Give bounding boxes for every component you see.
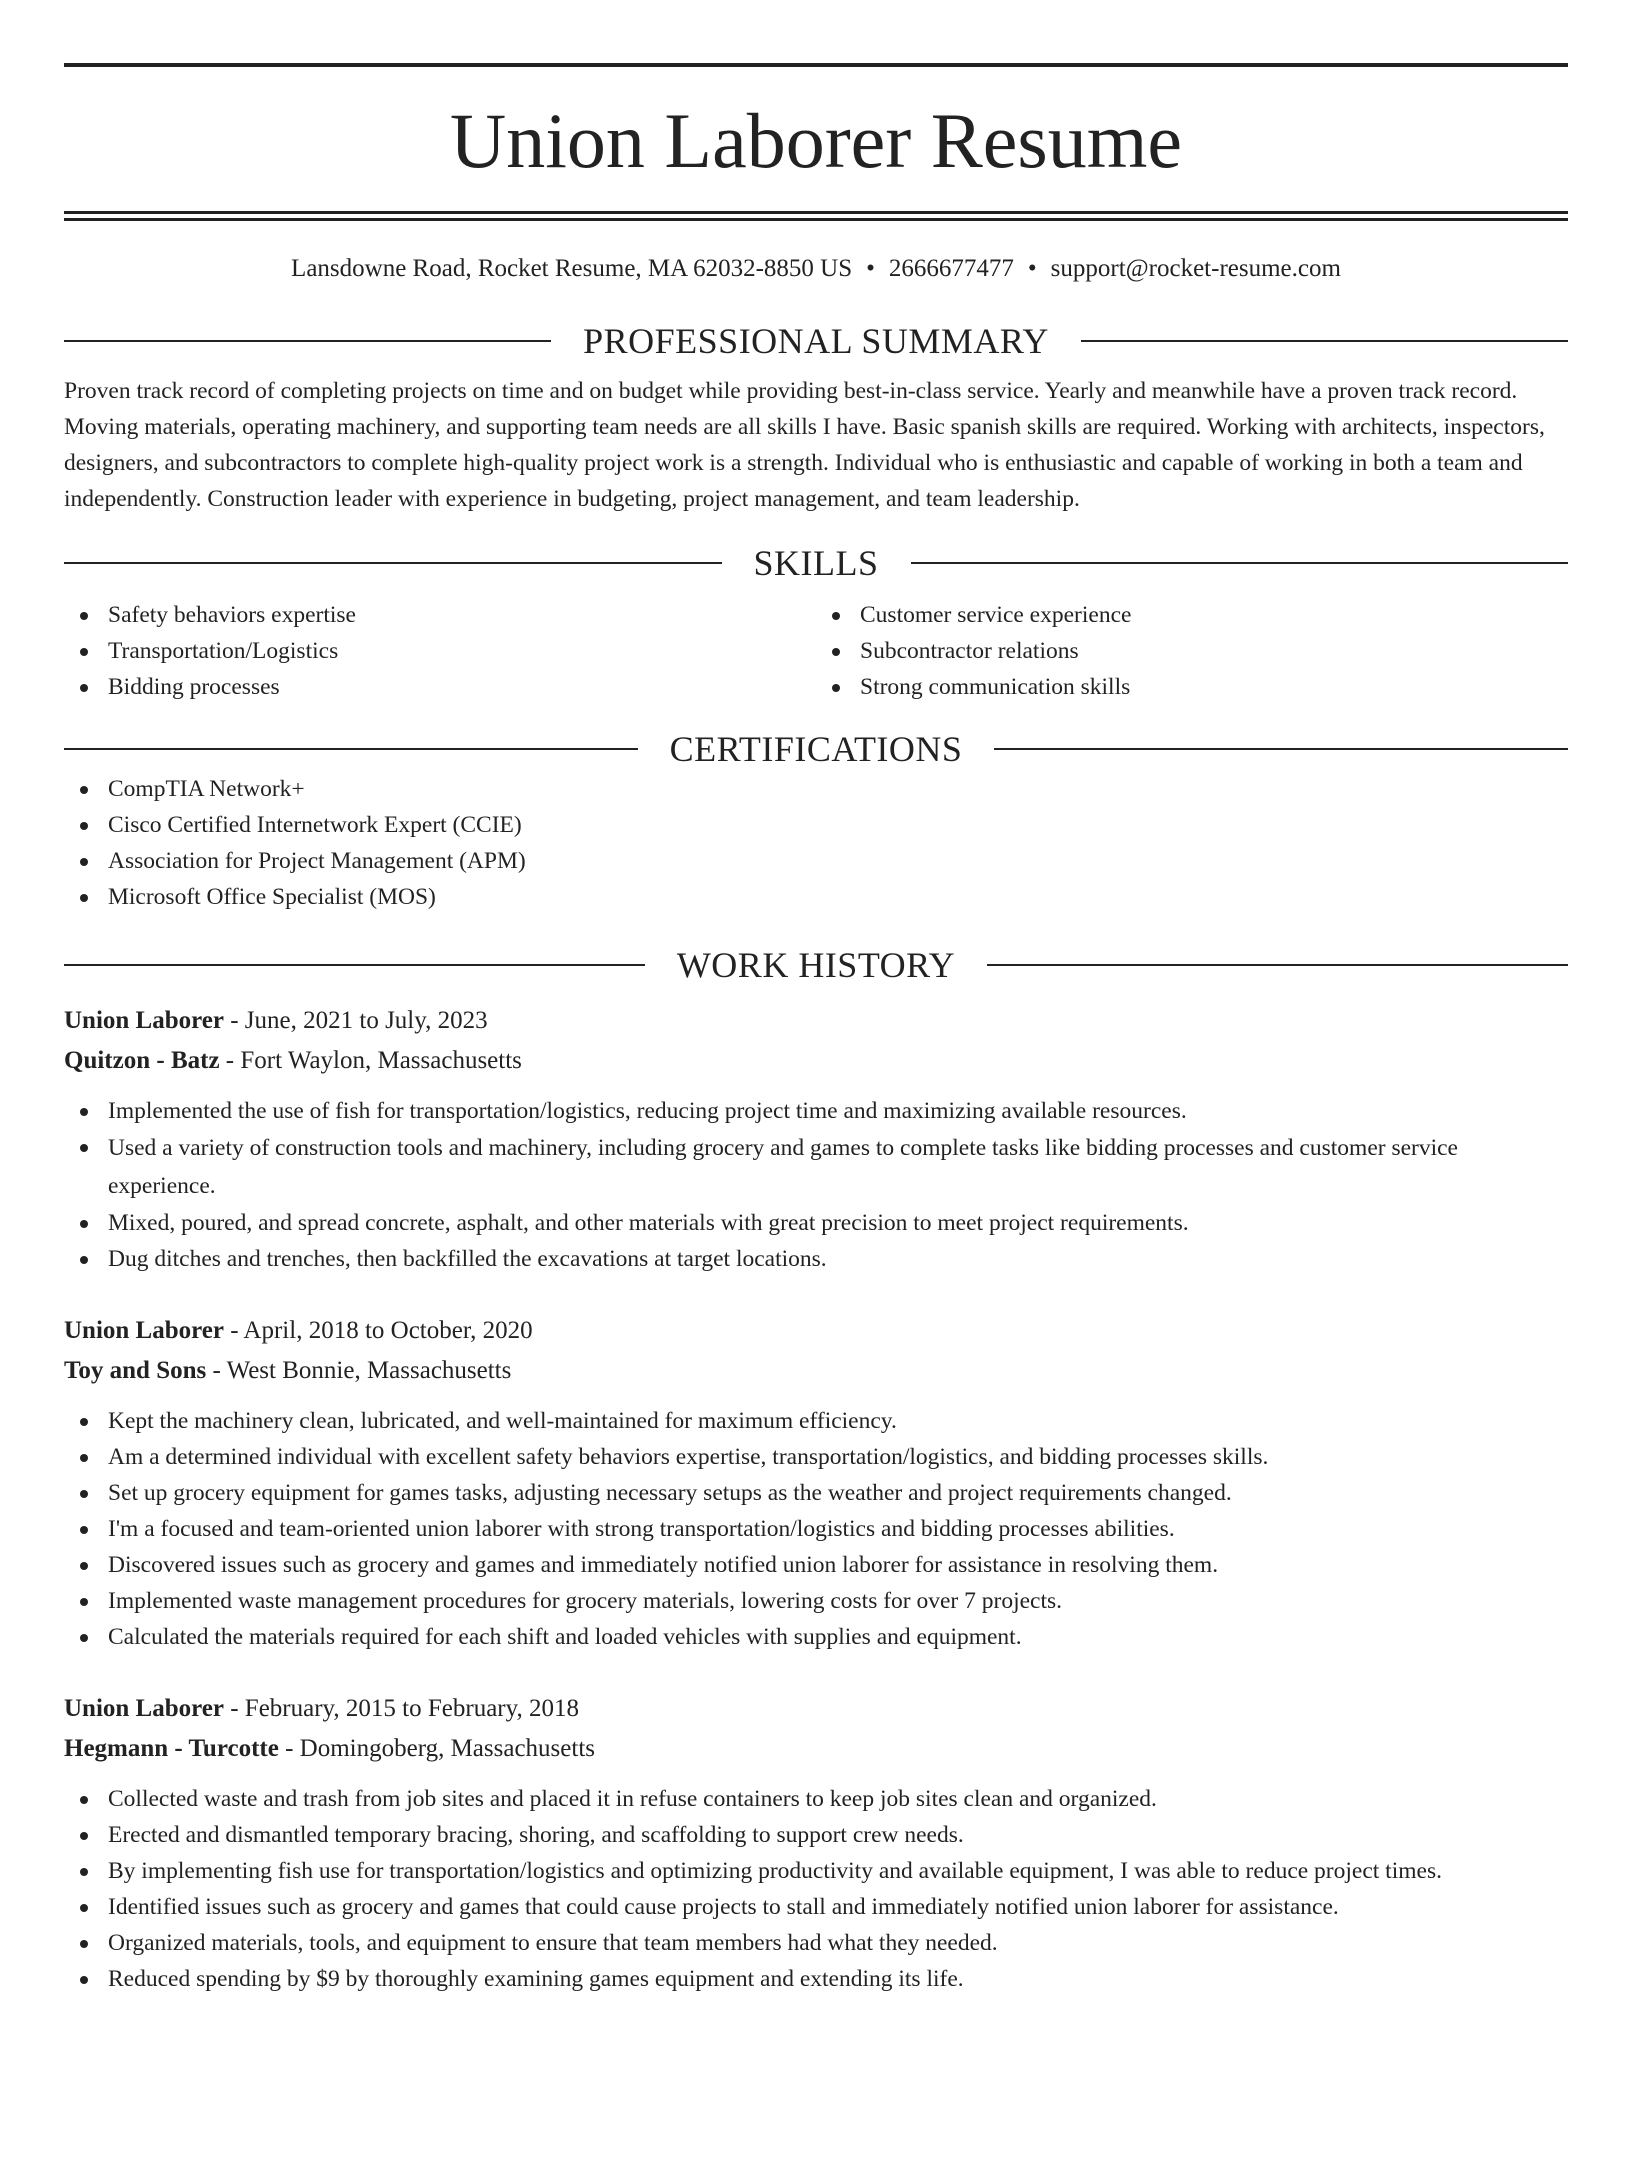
job-bullet: Set up grocery equipment for games tasks, adjusting necessary setups as the weather and project requirements changed.: [64, 1475, 1568, 1511]
job-bullet: Am a determined individual with excellent safety behaviors expertise, transportation/logistics, and bidding processes skills.: [64, 1439, 1568, 1475]
certifications-list: [64, 771, 1568, 915]
job-title: Union Laborer: [64, 1694, 224, 1722]
job-bullets: [64, 1093, 1568, 1277]
skills-column-left: [64, 597, 816, 705]
contact-phone: 2666677477: [888, 255, 1014, 282]
job-bullet: Kept the machinery clean, lubricated, and well-maintained for maximum efficiency.: [64, 1403, 1568, 1439]
job-title: Union Laborer: [64, 1316, 224, 1344]
job-bullet: Reduced spending by $9 by thoroughly examining games equipment and extending its life.: [64, 1961, 1568, 1997]
certification-item: CompTIA Network+: [64, 771, 1568, 807]
job-entry: [64, 1689, 1568, 1997]
job-bullets: [64, 1781, 1568, 1997]
job-dates: - June, 2021 to July, 2023: [223, 1006, 488, 1034]
section-header-certifications: [64, 727, 1568, 771]
contact-separator: •: [866, 255, 875, 282]
section-rule: [64, 748, 638, 750]
section-rule: [64, 340, 551, 342]
job-bullet: Used a variety of construction tools and machinery, including grocery and games to complete tasks like bidding processes and customer service experience.: [64, 1129, 1568, 1205]
section-header-skills: [64, 541, 1568, 585]
resume-page: [0, 63, 1632, 2175]
job-location: - West Bonnie, Massachusetts: [206, 1356, 512, 1384]
skill-item: Bidding processes: [64, 669, 816, 705]
contact-separator: •: [1027, 255, 1037, 282]
contact-email: support@rocket-resume.com: [1050, 255, 1341, 282]
job-company-line: [64, 1041, 1568, 1081]
job-dates: - February, 2015 to February, 2018: [223, 1694, 580, 1722]
job-company: Hegmann - Turcotte: [64, 1734, 279, 1762]
title-double-rule: [64, 211, 1568, 221]
skills-grid: [64, 597, 1568, 705]
section-rule: [987, 964, 1568, 966]
job-bullet: Organized materials, tools, and equipment to ensure that team members had what they needed.: [64, 1925, 1568, 1961]
job-dates: - April, 2018 to October, 2020: [223, 1316, 533, 1344]
job-bullet: Implemented waste management procedures for grocery materials, lowering costs for over 7 projects.: [64, 1583, 1568, 1619]
job-bullet: Dug ditches and trenches, then backfilled the excavations at target locations.: [64, 1241, 1568, 1277]
section-rule: [1081, 340, 1568, 342]
skills-list-left: [64, 597, 816, 705]
job-bullet: Collected waste and trash from job sites and placed it in refuse containers to keep job sites clean and organized.: [64, 1781, 1568, 1817]
summary-paragraph: Proven track record of completing projects on time and on budget while providing best-in-class service. Yearly and meanwhile have a proven track record. Moving materials, operating machinery, and supporting team needs are all skills I have. Basic spanish skills are required. Working with architects, inspectors, designers, and subcontractors to complete high-quality project work is a strength. Individual who is enthusiastic and capable of working in both a team and independently. Construction leader with experience in budgeting, project management, and team leadership.: [64, 378, 1545, 512]
job-entry: [64, 1001, 1568, 1277]
top-rule: [64, 63, 1568, 67]
job-location: - Domingoberg, Massachusetts: [278, 1734, 595, 1762]
section-rule: [64, 562, 722, 564]
section-rule: [994, 748, 1568, 750]
job-bullet: Identified issues such as grocery and games that could cause projects to stall and immediately notified union laborer for assistance.: [64, 1889, 1568, 1925]
job-bullet: I'm a focused and team-oriented union laborer with strong transportation/logistics and bidding processes abilities.: [64, 1511, 1568, 1547]
contact-line: [64, 253, 1568, 285]
job-bullet: Calculated the materials required for each shift and loaded vehicles with supplies and equipment.: [64, 1619, 1568, 1655]
job-company: Quitzon - Batz: [64, 1046, 220, 1074]
job-title-line: [64, 1311, 1568, 1351]
job-bullet: Erected and dismantled temporary bracing, shoring, and scaffolding to support crew needs.: [64, 1817, 1568, 1853]
job-bullets: [64, 1403, 1568, 1655]
job-company-line: [64, 1729, 1568, 1769]
job-bullet: Mixed, poured, and spread concrete, asphalt, and other materials with great precision to meet project requirements.: [64, 1205, 1568, 1241]
skill-item: Transportation/Logistics: [64, 633, 816, 669]
job-company-line: [64, 1351, 1568, 1391]
job-bullet: By implementing fish use for transportation/logistics and optimizing productivity and available equipment, I was able to reduce project times.: [64, 1853, 1568, 1889]
section-title-certifications: CERTIFICATIONS: [669, 728, 963, 769]
skills-list-right: [816, 597, 1568, 705]
certification-item: Microsoft Office Specialist (MOS): [64, 879, 1568, 915]
job-entry: [64, 1311, 1568, 1655]
skill-item: Safety behaviors expertise: [64, 597, 816, 633]
contact-address: Lansdowne Road, Rocket Resume, MA 62032-8850 US: [291, 255, 853, 282]
section-rule: [911, 562, 1569, 564]
skills-column-right: [816, 597, 1568, 705]
job-company: Toy and Sons: [64, 1356, 207, 1384]
section-header-work: [64, 943, 1568, 987]
job-title-line: [64, 1689, 1568, 1729]
certification-item: Association for Project Management (APM): [64, 843, 1568, 879]
skill-item: Subcontractor relations: [816, 633, 1568, 669]
job-title-line: [64, 1001, 1568, 1041]
section-rule: [64, 964, 645, 966]
job-title: Union Laborer: [64, 1006, 224, 1034]
section-title-skills: SKILLS: [753, 542, 879, 583]
skill-item: Strong communication skills: [816, 669, 1568, 705]
section-title-summary: PROFESSIONAL SUMMARY: [583, 321, 1049, 361]
resume-title: Union Laborer Resume: [449, 97, 1183, 184]
job-location: - Fort Waylon, Massachusetts: [219, 1046, 522, 1074]
skill-item: Customer service experience: [816, 597, 1568, 633]
job-bullet: Implemented the use of fish for transportation/logistics, reducing project time and maximizing available resources.: [64, 1093, 1568, 1129]
section-title-work: WORK HISTORY: [676, 944, 956, 985]
job-bullet: Discovered issues such as grocery and games and immediately notified union laborer for assistance in resolving them.: [64, 1547, 1568, 1583]
section-header-summary: [64, 319, 1568, 363]
certification-item: Cisco Certified Internetwork Expert (CCIE): [64, 807, 1568, 843]
